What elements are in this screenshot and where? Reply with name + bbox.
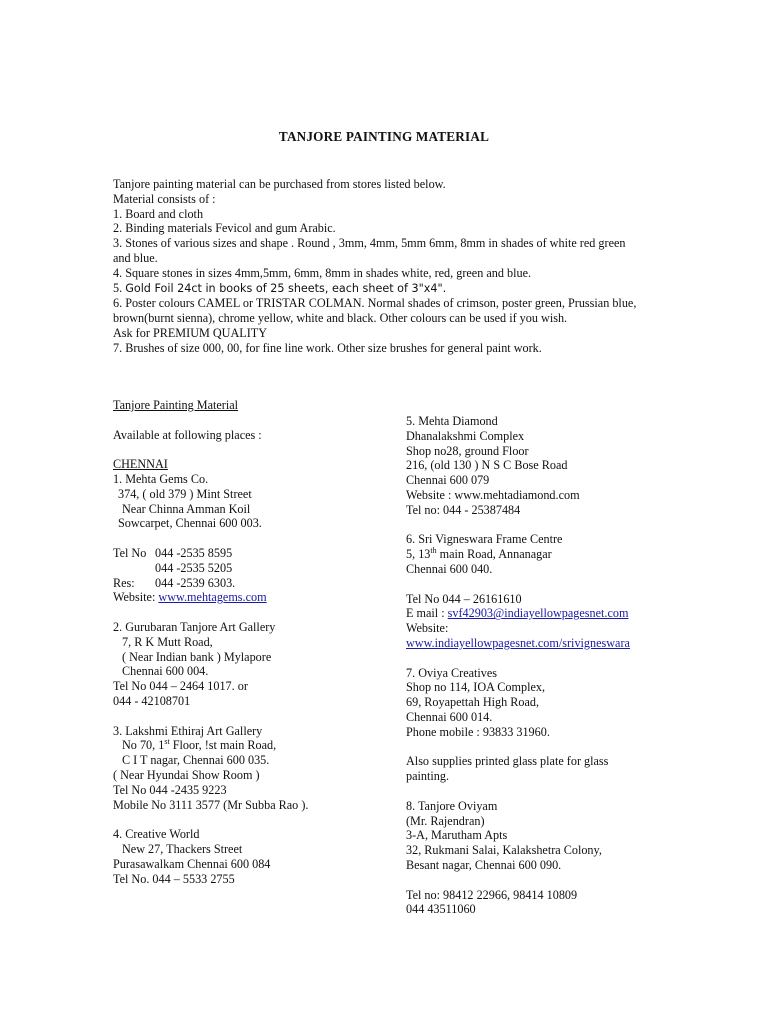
store-address: New 27, Thackers Street: [122, 841, 243, 856]
tel-value: 044 -2535 5205: [155, 560, 233, 575]
store-entry-1: [113, 472, 393, 605]
store-entry-8: [406, 799, 706, 917]
material-item-gold-foil: [113, 281, 663, 297]
store-website: Website : www.mehtadiamond.com: [406, 487, 580, 502]
store-note: painting.: [406, 769, 449, 784]
store-email: [406, 606, 706, 621]
store-phone: Tel no: 044 - 25387484: [406, 502, 521, 517]
store-name: 4. Creative World: [113, 827, 200, 842]
material-item: Ask for PREMIUM QUALITY: [113, 325, 268, 340]
store-address: Chennai 600 004.: [122, 664, 209, 679]
store-address: 374, ( old 379 ) Mint Street: [118, 486, 252, 501]
intro-line: Material consists of :: [113, 191, 216, 206]
gold-foil-text: Gold Foil 24ct in books of 25 sheets, each sheet of 3"x4".: [125, 281, 447, 295]
right-column: [406, 414, 706, 917]
store-website: [113, 590, 393, 605]
store-phone: Tel no: 98412 22966, 98414 10809: [406, 887, 578, 902]
store-address: Near Chinna Amman Koil: [122, 501, 251, 516]
ordinal-suffix: st: [164, 737, 170, 747]
store-address: Chennai 600 014.: [406, 709, 493, 724]
material-item: 1. Board and cloth: [113, 206, 204, 221]
store-phone: Tel No 044 – 2464 1017. or: [113, 679, 248, 694]
store-phone: Tel No 044 -2435 9223: [113, 782, 227, 797]
store-mobile: Mobile No 3111 3577 (Mr Subba Rao ).: [113, 797, 309, 812]
website-link[interactable]: www.indiayellowpagesnet.com/srivigneswara: [406, 635, 630, 650]
store-address: 69, Royapettah High Road,: [406, 695, 540, 710]
store-entry-2: [113, 620, 393, 709]
store-name: 5. Mehta Diamond: [406, 414, 498, 428]
store-entry-4: [113, 827, 393, 886]
store-entry-6: [406, 532, 706, 650]
store-address: 3-A, Marutham Apts: [406, 828, 508, 843]
available-label: Available at following places :: [113, 427, 262, 442]
store-name: 8. Tanjore Oviyam: [406, 798, 498, 813]
store-entry-7: [406, 666, 706, 784]
store-phone: [113, 561, 393, 576]
material-item: 2. Binding materials Fevicol and gum Arabic.: [113, 221, 336, 236]
store-address: C I T nagar, Chennai 600 035.: [122, 753, 270, 768]
res-value: 044 -2539 6303.: [155, 575, 236, 590]
store-contact-person: (Mr. Rajendran): [406, 813, 485, 828]
material-item: 3. Stones of various sizes and shape . Round , 3mm, 4mm, 5mm 6mm, 8mm in shades of white red green: [113, 236, 626, 251]
store-phone-res: [113, 576, 393, 591]
section-heading: Tanjore Painting Material: [113, 398, 239, 412]
store-address: 7, R K Mutt Road,: [122, 634, 213, 649]
store-phone: Phone mobile : 93833 31960.: [406, 724, 550, 739]
website-link[interactable]: www.mehtagems.com: [158, 590, 267, 605]
tel-label: Tel No: [113, 545, 147, 560]
store-phone: 044 - 42108701: [113, 693, 191, 708]
store-phone: [113, 546, 393, 561]
store-phone: Tel No. 044 – 5533 2755: [113, 871, 235, 886]
address-text: No 70, 1: [122, 738, 165, 753]
store-name: 6. Sri Vigneswara Frame Centre: [406, 532, 563, 547]
tel-value: 044 -2535 8595: [155, 545, 233, 560]
store-phone: Tel No 044 – 26161610: [406, 591, 522, 606]
store-name: 3. Lakshmi Ethiraj Art Gallery: [113, 723, 263, 738]
store-address: ( Near Indian bank ) Mylapore: [122, 649, 272, 664]
material-item: and blue.: [113, 250, 158, 265]
store-address: Sowcarpet, Chennai 600 003.: [118, 516, 262, 531]
material-item: brown(burnt sienna), chrome yellow, white and black. Other colours can be used if you wish.: [113, 311, 568, 326]
store-phone: 044 43511060: [406, 902, 476, 917]
store-address: [406, 547, 706, 562]
res-label: Res:: [113, 575, 135, 590]
email-label: E mail :: [406, 606, 448, 621]
item-number: 5.: [113, 280, 126, 295]
store-address: 32, Rukmani Salai, Kalakshetra Colony,: [406, 843, 602, 858]
store-address: Chennai 600 079: [406, 473, 490, 488]
store-address: Purasawalkam Chennai 600 084: [113, 856, 271, 871]
store-name: 7. Oviya Creatives: [406, 665, 498, 680]
website-label: Website:: [406, 621, 449, 636]
address-text: main Road, Annanagar: [436, 547, 552, 562]
store-address: ( Near Hyundai Show Room ): [113, 767, 260, 782]
intro-section: [113, 177, 663, 356]
store-entry-3: [113, 724, 393, 813]
material-item: 6. Poster colours CAMEL or TRISTAR COLMAN. Normal shades of crimson, poster green, Prussian blue,: [113, 296, 637, 311]
ordinal-suffix: th: [430, 546, 437, 556]
email-link[interactable]: svf42903@indiayellowpagesnet.com: [447, 606, 629, 621]
intro-line: Tanjore painting material can be purchased from stores listed below.: [113, 177, 446, 191]
store-address: Shop no28, ground Floor: [406, 443, 529, 458]
website-label: Website:: [113, 590, 159, 605]
address-text: Floor, !st main Road,: [169, 738, 277, 753]
store-note: Also supplies printed glass plate for glass: [406, 754, 609, 769]
store-address: 216, (old 130 ) N S C Bose Road: [406, 458, 568, 473]
store-address: Dhanalakshmi Complex: [406, 428, 525, 443]
store-address: [113, 738, 393, 753]
material-item: 7. Brushes of size 000, 00, for fine line work. Other size brushes for general paint work.: [113, 340, 542, 355]
city-heading: CHENNAI: [113, 457, 168, 472]
store-address: Besant nagar, Chennai 600 090.: [406, 857, 562, 872]
store-address: Shop no 114, IOA Complex,: [406, 680, 546, 695]
store-website: [406, 636, 706, 651]
document-title: TANJORE PAINTING MATERIAL: [278, 129, 490, 144]
material-item: 4. Square stones in sizes 4mm,5mm, 6mm, 8mm in shades white, red, green and blue.: [113, 265, 532, 280]
store-entry-5: [406, 414, 706, 518]
store-name: 2. Gurubaran Tanjore Art Gallery: [113, 619, 276, 634]
store-address: Chennai 600 040.: [406, 561, 493, 576]
left-column: [113, 398, 393, 886]
address-text: 5, 13: [406, 547, 431, 562]
store-name: 1. Mehta Gems Co.: [113, 471, 209, 486]
